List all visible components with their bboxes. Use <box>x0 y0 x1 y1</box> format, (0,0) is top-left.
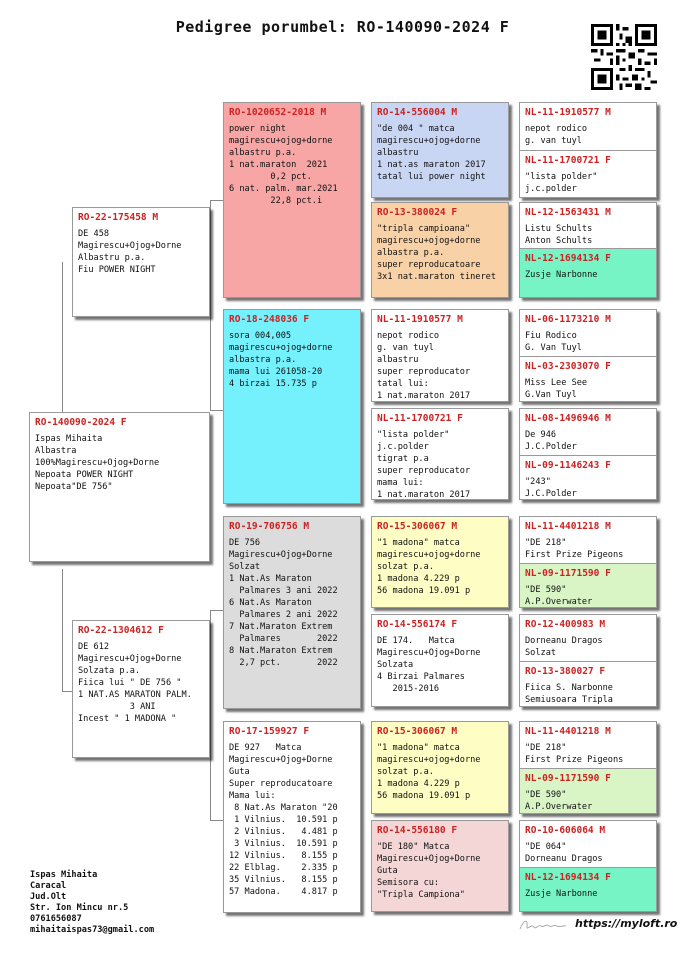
pigeon-card-dam <box>72 620 210 758</box>
ring-number: NL-06-1173210 M <box>525 314 611 325</box>
pigeon-pair-box <box>519 721 657 814</box>
pigeon-pair-box <box>519 820 657 912</box>
ring-number: RO-12-400983 M <box>525 619 606 630</box>
pigeon-info: power night magirescu+ojog+dorne albastru p.a. 1 nat.maraton 2021 0,2 pct. 6 nat. palm. mar.2021 22,8 pct.i <box>229 124 338 206</box>
ring-number: NL-11-1700721 F <box>377 413 463 424</box>
ring-number: RO-15-306067 M <box>377 521 458 532</box>
pigeon-pair-box <box>519 516 657 608</box>
pigeon-card-gg-grandparent <box>520 517 656 563</box>
connector-line <box>210 610 223 611</box>
signature-image <box>518 915 568 935</box>
ring-number: RO-14-556180 F <box>377 825 458 836</box>
page-title: Pedigree porumbel: RO-140090-2024 F <box>175 18 510 36</box>
ring-number: RO-17-159927 F <box>229 726 310 737</box>
ring-number: NL-09-1146243 F <box>525 460 611 471</box>
pigeon-pair-box <box>519 309 657 402</box>
pigeon-info: "DE 218" First Prize Pigeons <box>525 743 624 765</box>
pigeon-info: DE 927 Matca Magirescu+Ojog+Dorne Guta Super reproducatoare Mama lui: 8 Nat.As Maraton "20 1 Vilnius. 10.591 p 2 Vilnius. 4.481 p 3 Vilnius. 10.591 p 12 Vilnius. 8.155 p 22 Elblag. 2.335 p 35 Vilnius. 8.155 p 57 Madona. 4.817 p <box>229 743 338 897</box>
pigeon-info: DE 458 Magirescu+Ojog+Dorne Albastru p.a. Fiu POWER NIGHT <box>78 229 182 275</box>
pigeon-card-gg-grandparent <box>520 821 656 867</box>
pigeon-info: "DE 218" First Prize Pigeons <box>525 538 624 560</box>
pigeon-info: "DE 180" Matca Magirescu+Ojog+Dorne Guta Semisora cu: "Tripla Campiona" <box>377 842 481 900</box>
owner-contact: Ispas Mihaita Caracal Jud.Olt Str. Ion Mincu nr.5 0761656087 mihaitaispas73@gmail.com <box>30 870 155 935</box>
pigeon-info: nepot rodico g. van tuyl <box>525 124 588 146</box>
connector-line <box>62 262 63 416</box>
pigeon-info: nepot rodico g. van tuyl albastru super reproducator tatal lui: 1 nat.maraton 2017 <box>377 331 471 401</box>
pigeon-pair-box <box>519 102 657 198</box>
ring-number: NL-11-1910577 M <box>525 107 611 118</box>
pigeon-card-gg-grandparent <box>520 768 656 814</box>
pigeon-card-grandparent <box>223 102 361 298</box>
pigeon-card-great-grandparent <box>371 721 509 814</box>
pigeon-card-gg-grandparent <box>520 248 656 298</box>
ring-number: NL-03-2303070 F <box>525 361 611 372</box>
ring-number: NL-12-1694134 F <box>525 253 611 264</box>
ring-number: RO-140090-2024 F <box>35 417 127 428</box>
pigeon-info: Ispas Mihaita Albastra 100%Magirescu+Ojog+Dorne Nepoata POWER NIGHT Nepoata"DE 756" <box>35 434 160 492</box>
pigeon-info: "243" J.C.Polder <box>525 477 577 499</box>
pigeon-card-gg-grandparent <box>520 563 656 608</box>
ring-number: NL-11-1700721 F <box>525 155 611 166</box>
pigeon-info: Fiica S. Narbonne Semiusoara Tripla <box>525 683 613 705</box>
ring-number: RO-14-556174 F <box>377 619 458 630</box>
pigeon-info: De 946 J.C.Polder <box>525 430 577 452</box>
pigeon-card-grandparent <box>223 516 361 709</box>
pigeon-card-gg-grandparent <box>520 103 656 150</box>
pigeon-card-gg-grandparent <box>520 661 656 707</box>
ring-number: RO-22-175458 M <box>78 212 159 223</box>
ring-number: RO-15-306067 M <box>377 726 458 737</box>
pigeon-pair-box <box>519 202 657 298</box>
ring-number: NL-08-1496946 M <box>525 413 611 424</box>
ring-number: NL-09-1171590 F <box>525 568 611 579</box>
ring-number: RO-18-248036 F <box>229 314 310 325</box>
pigeon-card-gg-grandparent <box>520 356 656 402</box>
pigeon-info: "de 004 " matca magirescu+ojog+dorne albastru 1 nat.as maraton 2017 tatal lui power night <box>377 124 486 182</box>
pigeon-card-great-grandparent <box>371 309 509 402</box>
ring-number: NL-12-1563431 M <box>525 207 611 218</box>
pigeon-info: Zusje Narbonne <box>525 889 598 899</box>
pigeon-info: Dorneanu Dragos Solzat <box>525 636 603 658</box>
ring-number: RO-19-706756 M <box>229 521 310 532</box>
connector-line <box>210 820 223 821</box>
ring-number: RO-22-1304612 F <box>78 625 164 636</box>
qr-code <box>591 24 657 90</box>
pigeon-info: "lista polder" j.c.polder tigrat p.a super reproducator mama lui: 1 nat.maraton 2017 <box>377 430 471 500</box>
pigeon-card-subject <box>29 412 210 562</box>
ring-number: RO-10-606064 M <box>525 825 606 836</box>
ring-number: RO-14-556004 M <box>377 107 458 118</box>
pigeon-card-gg-grandparent <box>520 150 656 198</box>
pigeon-info: "DE 064" Dorneanu Dragos <box>525 842 603 864</box>
pigeon-card-great-grandparent <box>371 614 509 707</box>
ring-number: NL-11-1910577 M <box>377 314 463 325</box>
pigeon-card-gg-grandparent <box>520 203 656 248</box>
pigeon-info: Miss Lee See G.Van Tuyl <box>525 378 588 400</box>
pigeon-info: "tripla campioana" magirescu+ojog+dorne albastra p.a. super reproducatoare 3x1 nat.maraton tineret <box>377 224 496 282</box>
pigeon-pair-box <box>519 408 657 500</box>
connector-line <box>210 410 223 411</box>
pigeon-info: DE 612 Magirescu+Ojog+Dorne Solzata p.a. Fiica lui " DE 756 " 1 NAT.AS MARATON PALM. 3 ANI Incest " 1 MADONA " <box>78 642 192 724</box>
pigeon-card-grandparent <box>223 309 361 504</box>
connector-line <box>210 200 223 201</box>
pigeon-card-gg-grandparent <box>520 455 656 500</box>
pigeon-card-grandparent <box>223 721 361 913</box>
pigeon-card-sire <box>72 207 210 317</box>
pigeon-info: "lista polder" j.c.polder <box>525 172 598 194</box>
pigeon-info: "DE 590" A.P.Overwater <box>525 585 593 607</box>
pigeon-info: sora 004,005 magirescu+ojog+dorne albastra p.a. mama lui 261058-20 4 birzai 15.735 p <box>229 331 333 389</box>
connector-line <box>210 200 211 410</box>
pigeon-info: Fiu Rodico G. Van Tuyl <box>525 331 582 353</box>
website-link[interactable]: https://myloft.ro <box>575 917 678 930</box>
ring-number: RO-13-380027 F <box>525 666 606 677</box>
pigeon-card-gg-grandparent <box>520 409 656 455</box>
ring-number: NL-11-4401218 M <box>525 726 611 737</box>
pigeon-card-great-grandparent <box>371 820 509 912</box>
pigeon-card-great-grandparent <box>371 408 509 500</box>
ring-number: RO-1020652-2018 M <box>229 107 327 118</box>
pigeon-pair-box <box>519 614 657 707</box>
pigeon-card-gg-grandparent <box>520 615 656 661</box>
pigeon-card-gg-grandparent <box>520 722 656 768</box>
connector-line <box>62 691 72 692</box>
pigeon-card-gg-grandparent <box>520 867 656 912</box>
connector-line <box>62 569 63 691</box>
pigeon-info: DE 756 Magirescu+Ojog+Dorne Solzat 1 Nat.As Maraton Palmares 3 ani 2022 6 Nat.As Maraton Palmares 2 ani 2022 7 Nat.Maraton Extrem Palmares 2022 8 Nat.Maraton Extrem 2,7 pct. 2022 <box>229 538 338 668</box>
pigeon-info: Listu Schults Anton Schults <box>525 224 593 246</box>
ring-number: NL-12-1694134 F <box>525 872 611 883</box>
ring-number: NL-09-1171590 F <box>525 773 611 784</box>
pigeon-info: Zusje Narbonne <box>525 270 598 280</box>
pigeon-info: "DE 590" A.P.Overwater <box>525 790 593 812</box>
pigeon-card-great-grandparent <box>371 516 509 608</box>
connector-line <box>210 610 211 820</box>
pigeon-info: "1 madona" matca magirescu+ojog+dorne solzat p.a. 1 madona 4.229 p 56 madona 19.091 p <box>377 743 481 801</box>
pigeon-card-gg-grandparent <box>520 310 656 356</box>
pigeon-info: "1 madona" matca magirescu+ojog+dorne solzat p.a. 1 madona 4.229 p 56 madona 19.091 p <box>377 538 481 596</box>
pigeon-card-great-grandparent <box>371 202 509 298</box>
ring-number: NL-11-4401218 M <box>525 521 611 532</box>
pigeon-card-great-grandparent <box>371 102 509 198</box>
ring-number: RO-13-380024 F <box>377 207 458 218</box>
pigeon-info: DE 174. Matca Magirescu+Ojog+Dorne Solzata 4 Birzai Palmares 2015-2016 <box>377 636 481 694</box>
